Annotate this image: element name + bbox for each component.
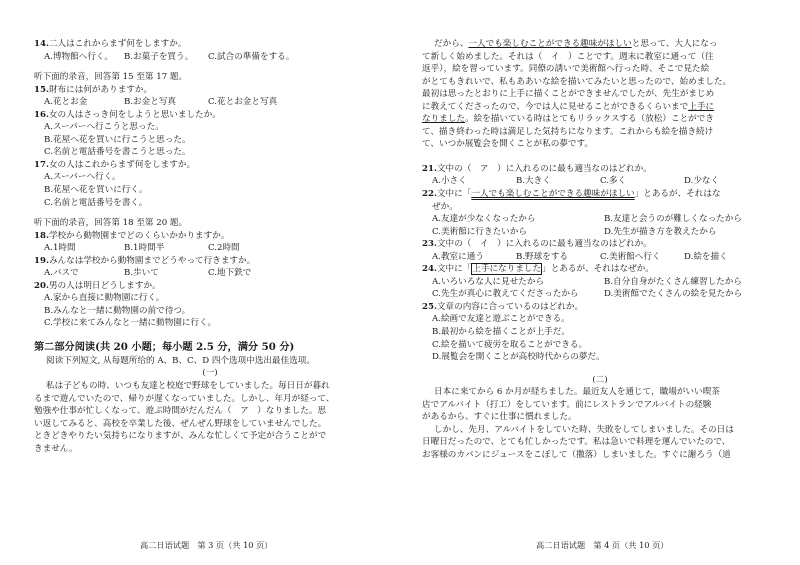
question-22: 22.文中に「一人でも楽しむことができる趣味がほしい」とあるが、それはな [422,189,721,200]
passage-2-label: (二) [592,374,608,385]
question-18: 18.学校から動物園までどのくらいかかりますか。 [34,230,230,241]
page-footer-left: 高二日语试题 第 3 页（共 10 页） [140,540,273,550]
passage-1-continued-line: がとてもきれいで、私もああいな絵を描いてみたいと思ったので、始めました。 [422,76,732,87]
question-18-options: A.1時間 B.1時間半 C.2時間 [44,243,240,254]
question-25-option-a: A.絵画で友達と遊ぶことができる。 [432,314,570,325]
passage-1-continued-line: だから、一人でも楽しむことができる趣味がほしいと思って、大人になっ [434,39,718,49]
question-19-options: A.バスで B.歩いて C.地下鉄で [44,268,252,279]
reading-section-instruction: 阅读下列短文, 从每题所给的 A、B、C、D 四个选项中选出最佳选项。 [46,355,315,366]
question-20-option-b: B.みんなと一緒に動物園の前で待つ。 [44,305,191,316]
question-15: 15.財布には何がありますか。 [34,84,153,95]
question-24-options-row-2: C.先生が真心に教えてくださったから D.美術館でたくさんの絵を見たから [432,289,743,300]
reading-section-title: 第二部分阅读(共 20 小题；每小题 2.5 分，满分 50 分) [34,341,295,354]
passage-1-line: きません。 [34,443,78,454]
passage-1-line: い返してみると、高校を卒業した後、ぜんぜん野球をしていませんでした。 [34,418,327,429]
page-footer-right: 高二日语试题 第 4 页（共 10 页） [536,540,669,550]
passage-1-line: るまで遊んでいたので、帰りが遅くなっていました。しかし、年月が経って、 [34,393,335,404]
question-20: 20.男の人は明日どうしますか。 [34,280,161,291]
passage-2-line: 店でアルバイト（打工）をしています。前にレストランでアルバイトの経験 [422,399,712,410]
passage-1-line: 私は子どもの時、いつも友達と校庭で野球をしていました。毎日日が暮れ [46,381,330,392]
passage-1-line: ときどきやりたい気持ちになりますが、みんな忙しくて予定が合うことがで [34,431,327,442]
question-19: 19.みんなは学校から動物園までどうやって行きますか。 [34,255,256,266]
question-22-options-row-2: C.美術館に行きたいから D.先生が描き方を教えたから [432,226,717,237]
question-22-continuation: ぜか。 [432,201,458,212]
passage-1-label: (一) [202,368,218,379]
question-17-option-c: C.名前と電話番号を書く。 [44,197,148,208]
question-16-option-a: A.スーパーへ行こうと思った。 [44,122,164,133]
passage-1-line: 勉強や仕事が忙しくなって、遊ぶ時間がだんだん（ ア ）なりました。思 [34,406,327,417]
passage-1-continued-line: て、描き終わった時は満足した気持ちになります。これからも絵を描き続け [422,126,714,137]
right-page [422,38,778,462]
question-23-options: A.教室に通う B.野球をする C.美術館へ行く D.絵を描く [432,251,728,262]
question-23: 23.文中の（ イ ）に入れるのに最も適当なのはどれか。 [422,239,652,250]
question-20-option-c: C.学校に来てみんなと一緒に動物園に行く。 [44,318,217,329]
passage-2-line: があるから、すぐに仕事に慣れました。 [422,412,577,423]
question-16-option-b: B.花屋へ花を買いに行こうと思った。 [44,134,191,145]
question-21-options: A.小さく B.大きく C.多く D.少なく [432,176,720,187]
question-24-options-row-1: A.いろいろな人に見せたから B.自分自身がたくさん練習したから [432,276,742,287]
question-15-options: A.花とお金 B.お金と写真 C.花とお金と写真 [44,97,278,108]
passage-1-continued-line: 返乎），絵を習っています。同僚の誘いで美術館へ行った時、そこで見た絵 [422,64,710,75]
passage-2-line: 日曜日だったので、とても忙しかったです。私は急いで料理を運んでいたので、 [422,437,731,448]
question-20-option-a: A.家から直接に動物園に行く。 [44,293,165,304]
question-17-option-a: A.スーパーへ行く。 [44,172,121,183]
question-25: 25.文章の内容に合っているのはどれか。 [422,301,584,312]
question-16-option-c: C.名前と電話番号を書こうと思った。 [44,147,191,158]
passage-1-continued-line: に教えてくださったので、今では人に見せることができるくらいまで上手に [422,101,715,112]
question-16: 16.女の人はさっき何をしようと思いましたか。 [34,109,221,120]
question-21: 21.文中の（ ア ）に入れるのに最も適当なのはどれか。 [422,163,652,174]
passage-2-line: しかし、先月、アルバイトをしていた時、失敗をしてしまいました。その日は [434,424,734,435]
passage-1-continued-line: 最初は思ったとおりに上手に描くことができませんでしたが、先生がまじめ [422,89,715,100]
question-25-option-c: C.絵を描いて疲労を取ることができる。 [432,339,588,350]
question-14: 14.二人はこれからまず何をしますか。 [34,39,187,49]
passage-1-continued-line: なりました。絵を描いている時はとてもリラックスする（放松）ことができ [422,114,714,125]
question-17-option-b: B.花屋へ花を買いに行く。 [44,185,148,196]
passage-2-line: 日本に来てから 6 か月が経ちました。最近友人を通じて，職場がいい喫茶 [434,387,720,398]
passage-1-continued-line: て新しく始めました。それは（ イ ）ことです。週末に教室に通って（往 [422,51,714,62]
question-24: 24.文中に「上手になりました」とあるが、それはなぜか。 [422,264,654,275]
question-25-option-d: D.展覧会を開くことが高校時代からの夢だ。 [432,352,605,363]
question-22-options-row-1: A.友達が少なくなったから B.友達と会うのが難しくなったから [432,214,742,225]
passage-1-continued-line: て、いつか展覧会を開くことが私の夢です。 [422,139,594,150]
left-page [34,38,386,455]
listening-instruction-2: 听下面的录音，回答第 18 至第 20 题。 [34,218,188,229]
listening-instruction-1: 听下面的录音，回答第 15 至第 17 题。 [34,72,188,83]
question-25-option-b: B.最初から絵を描くことが上手だ。 [432,327,570,338]
question-17: 17.女の人はこれからまず何をしますか。 [34,159,196,170]
question-14-options: A.博物館へ行く。 B.お菓子を買う。 C.試合の準備をする。 [44,51,295,62]
passage-2-line: お客様のカバンにジュースをこぼして（撒落）しまいました。すぐに謝ろう（道 [422,449,731,460]
